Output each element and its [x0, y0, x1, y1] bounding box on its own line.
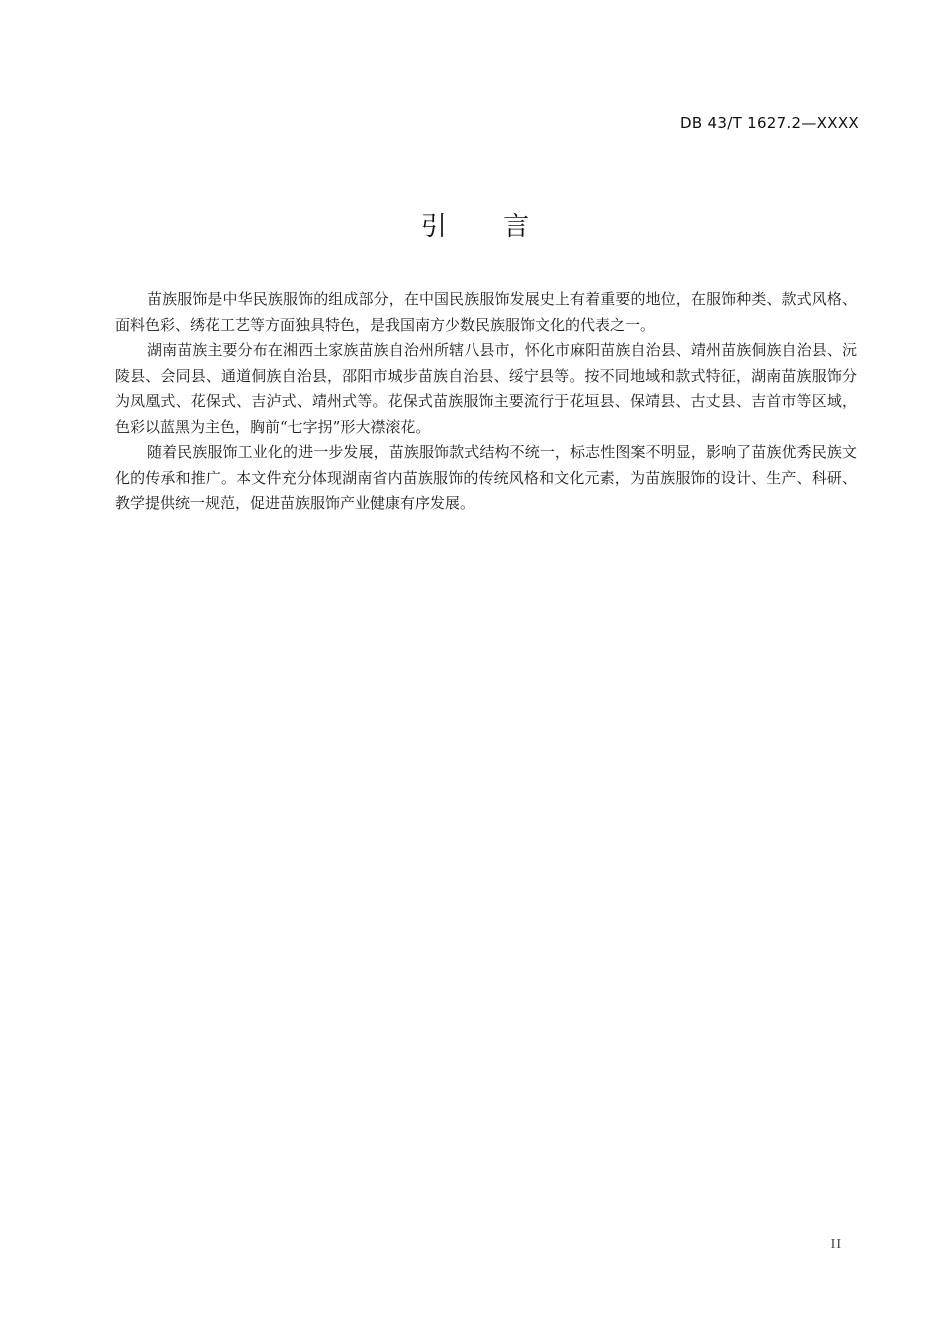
page-number: II	[830, 1237, 842, 1252]
paragraph: 随着民族服饰工业化的进一步发展，苗族服饰款式结构不统一，标志性图案不明显，影响了苗族优秀民族文化的传承和推广。本文件充分体现湖南省内苗族服饰的传统风格和文化元素，为苗族服饰的设计、生产、科研、教学提供统一规范，促进苗族服饰产业健康有序发展。	[115, 443, 857, 512]
page-title: 引 言	[420, 212, 554, 242]
introduction-body	[115, 287, 857, 517]
paragraph: 苗族服饰是中华民族服饰的组成部分，在中国民族服饰发展史上有着重要的地位，在服饰种类、款式风格、面料色彩、绣花工艺等方面独具特色，是我国南方少数民族服饰文化的代表之一。	[115, 290, 857, 334]
document-code: DB 43/T 1627.2—XXXX	[680, 114, 859, 132]
paragraph: 湖南苗族主要分布在湘西土家族苗族自治州所辖八县市，怀化市麻阳苗族自治县、靖州苗族侗族自治县、沅陵县、会同县、通道侗族自治县，邵阳市城步苗族自治县、绥宁县等。按不同地域和款式特征，湖南苗族服饰分为凤凰式、花保式、吉泸式、靖州式等。花保式苗族服饰主要流行于花垣县、保靖县、古丈县、吉首市等区域，色彩以蓝黑为主色，胸前“七字拐”形大襟滚花。	[115, 341, 857, 436]
